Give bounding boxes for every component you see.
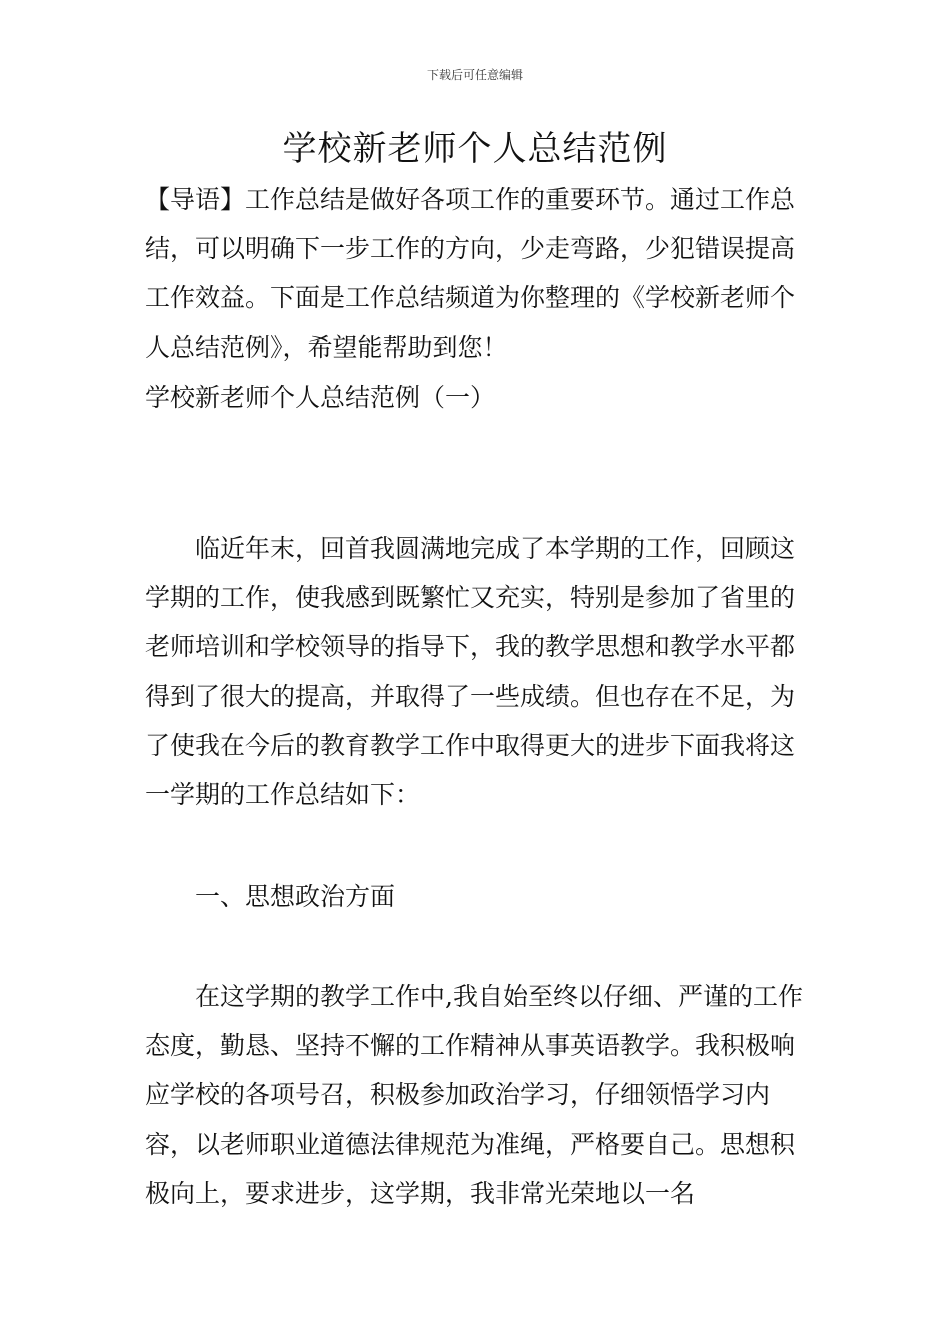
header-note: 下载后可任意编辑 xyxy=(426,68,523,82)
body-paragraph-1: 临近年末，回首我圆满地完成了本学期的工作，回顾这学期的工作，使我感到既繁忙又充实，特别是参加了省里的老师培训和学校领导的指导下，我的教学思想和教学水平都得到了很大的提高，并取得了一些成绩。但也存在不足，为了使我在今后的教育教学工作中取得更大的进步下面我将这一学期的工作总结如下： xyxy=(145,534,796,810)
section-heading-1: 一、思想政治方面 xyxy=(195,882,396,911)
subtitle-example-one: 学校新老师个人总结范例（一） xyxy=(145,383,496,412)
intro-paragraph: 【导语】工作总结是做好各项工作的重要环节。通过工作总结，可以明确下一步工作的方向，少走弯路，少犯错误提高工作效益。下面是工作总结频道为你整理的《学校新老师个人总结范例》，希望能帮助到您！ xyxy=(145,185,796,362)
body-paragraph-2: 在这学期的教学工作中,我自始至终以仔细、严谨的工作态度，勤恳、坚持不懈的工作精神从事英语教学。我积极响应学校的各项号召，积极参加政治学习，仔细领悟学习内容，以老师职业道德法律规范为准绳，严格要自己。思想积极向上，要求进步，这学期，我非常光荣地以一名 xyxy=(145,982,803,1208)
page-title: 学校新老师个人总结范例 xyxy=(282,129,668,169)
